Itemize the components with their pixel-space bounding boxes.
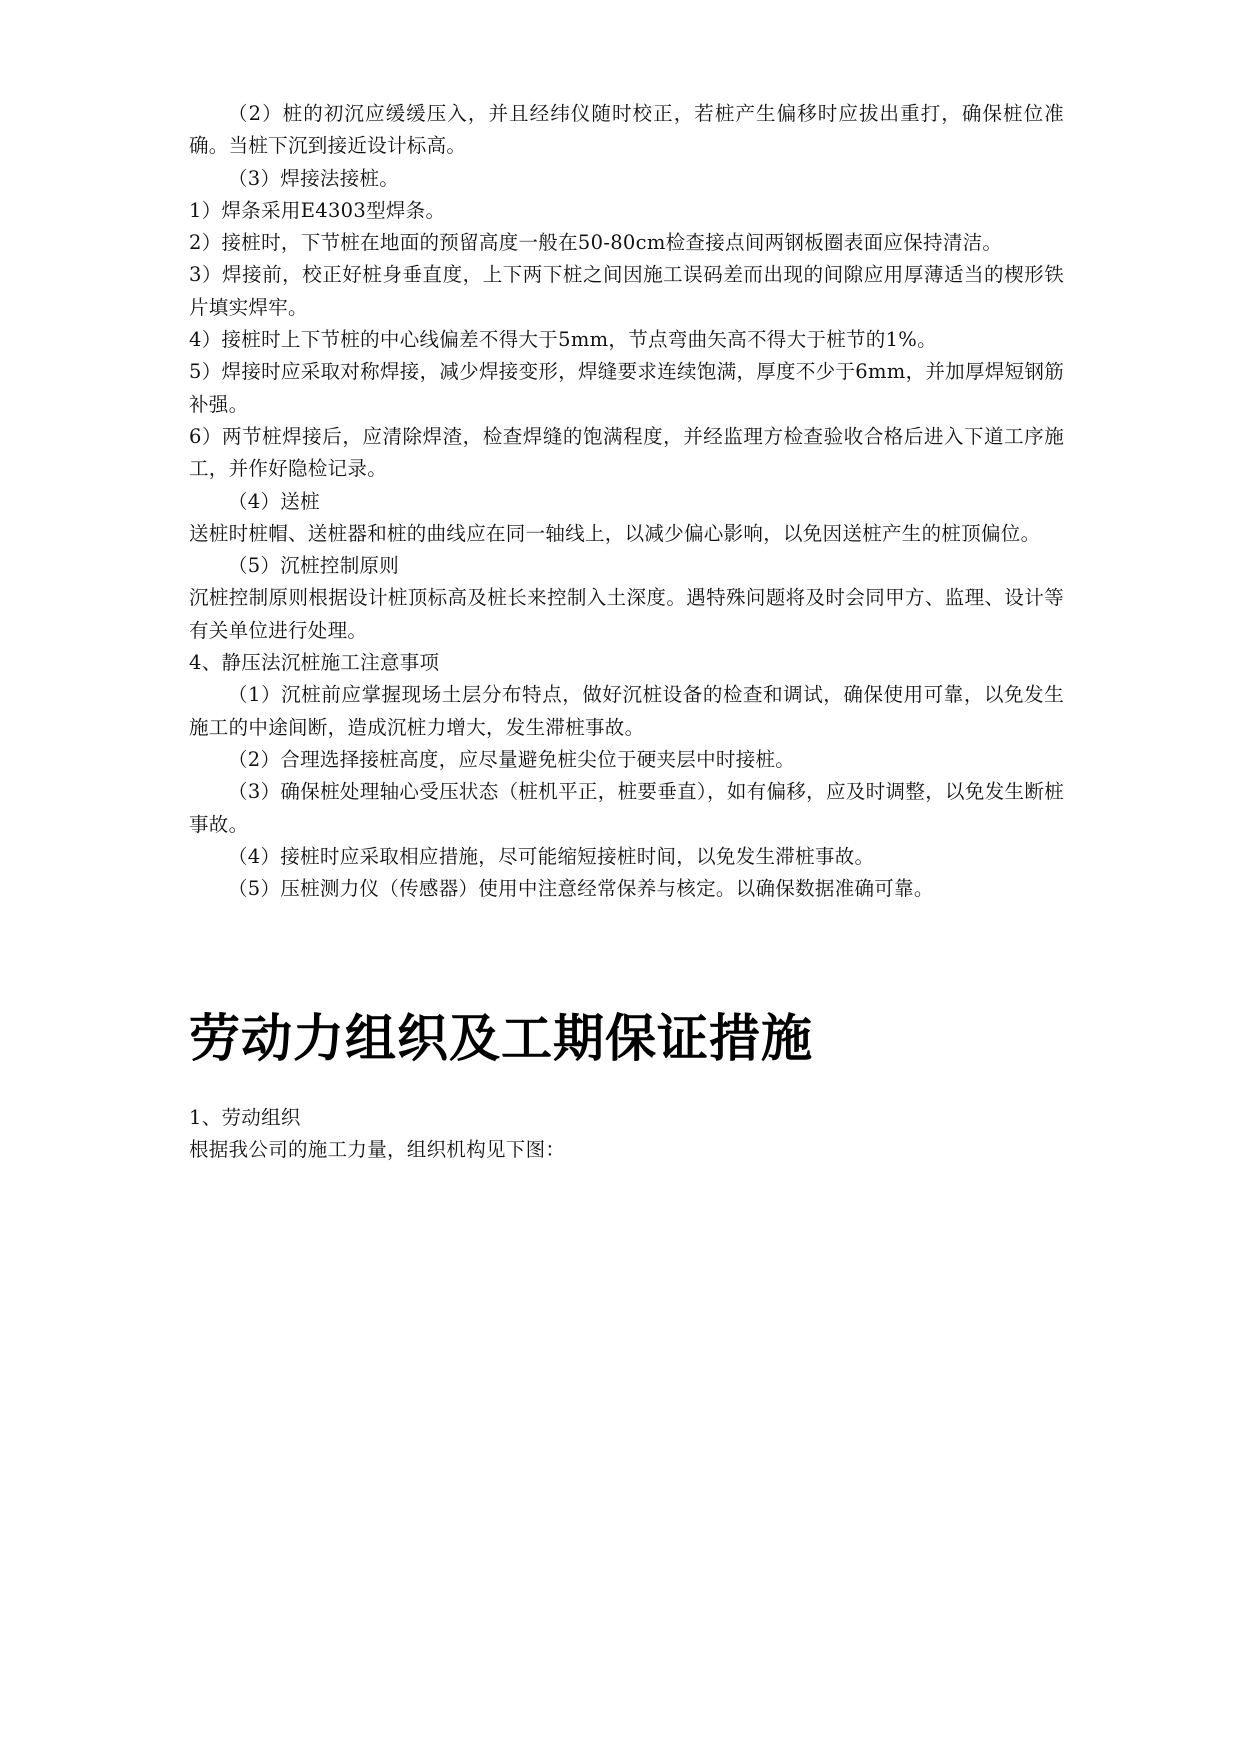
paragraph: 1、劳动组织 (189, 1106, 301, 1129)
paragraph: 4）接桩时上下节桩的中心线偏差不得大于5mm，节点弯曲矢高不得大于桩节的1%。 (189, 328, 937, 352)
paragraph: 沉桩控制原则根据设计桩顶标高及桩长来控制入土深度。遇特殊问题将及时会同甲方、监理、设计等有关单位进行处理。 (189, 586, 1064, 642)
paragraph: （2）桩的初沉应缓缓压入，并且经纬仪随时校正，若桩产生偏移时应拔出重打，确保桩位准确。当桩下沉到接近设计标高。 (189, 102, 1064, 158)
paragraph: 2）接桩时，下节桩在地面的预留高度一般在50-80cm检查接点间两钢板圈表面应保持清洁。 (189, 231, 1003, 255)
paragraph: （2）合理选择接桩高度，应尽量避免桩尖位于硬夹层中时接桩。 (228, 747, 796, 771)
paragraph: （5）压桩测力仪（传感器）使用中注意经常保养与核定。以确保数据准确可靠。 (228, 877, 934, 901)
paragraph: 6）两节桩焊接后，应清除焊渣，检查焊缝的饱满程度，并经监理方检查验收合格后进入下道工序施工，并作好隐检记录。 (189, 424, 1064, 481)
paragraph: （3）确保桩处理轴心受压状态（桩机平正，桩要垂直），如有偏移，应及时调整，以免发生断桩事故。 (189, 780, 1064, 836)
paragraph: （4）接桩时应采取相应措施，尽可能缩短接桩时间，以免发生滞桩事故。 (228, 844, 875, 868)
paragraph: （4）送桩 (228, 489, 320, 513)
body-text-block (189, 98, 1064, 905)
paragraph: （3）焊接法接桩。 (228, 166, 400, 190)
paragraph: 5）焊接时应采取对称焊接，减少焊接变形，焊缝要求连续饱满，厚度不少于6mm，并加厚焊短钢筋补强。 (189, 360, 1064, 416)
paragraph: 根据我公司的施工力量，组织机构见下图： (189, 1138, 566, 1162)
paragraph: 3）焊接前，校正好桩身垂直度，上下两下桩之间因施工误码差而出现的间隙应用厚薄适当的楔形铁片填实焊牢。 (189, 263, 1064, 319)
section-body-block (189, 1102, 1064, 1167)
section-heading: 劳动力组织及工期保证措施 (189, 1010, 814, 1069)
paragraph: （1）沉桩前应掌握现场土层分布特点，做好沉桩设备的检查和调试，确保使用可靠，以免发生施工的中途间断，造成沉桩力增大，发生滞桩事故。 (189, 683, 1064, 739)
paragraph: （5）沉桩控制原则 (228, 554, 400, 578)
paragraph: 1）焊条采用E4303型焊条。 (189, 198, 446, 222)
paragraph: 4、静压法沉桩施工注意事项 (189, 651, 440, 675)
paragraph: 送桩时桩帽、送桩器和桩的曲线应在同一轴线上，以减少偏心影响，以免因送桩产生的桩顶偏位。 (189, 521, 1041, 545)
